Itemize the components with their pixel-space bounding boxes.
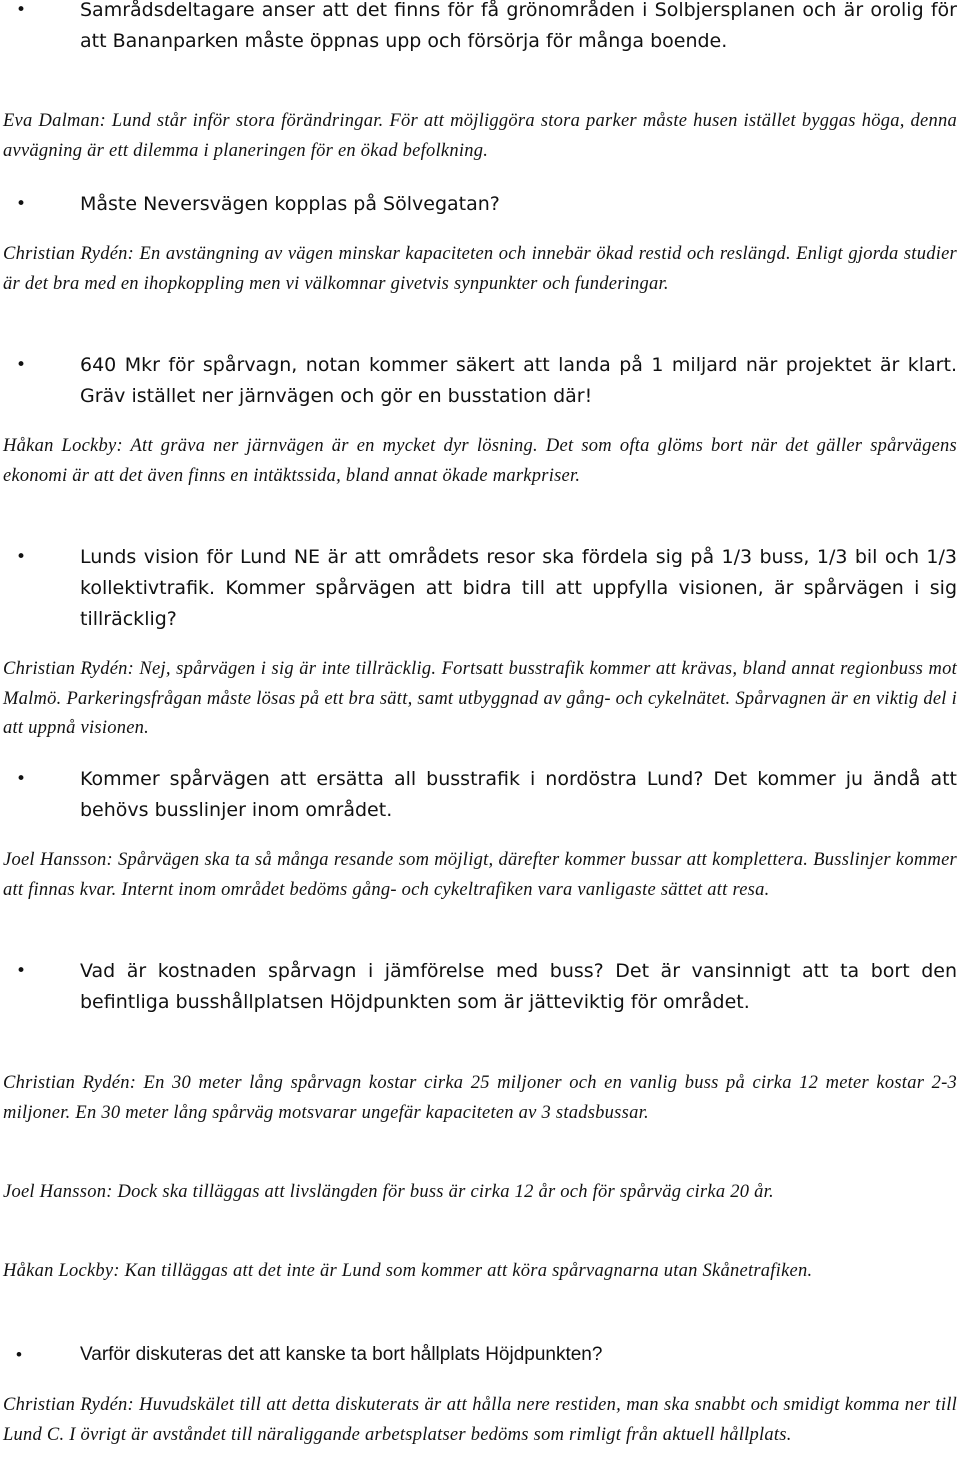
question-text: Varför diskuteras det att kanske ta bort hållplats Höjdpunkten? (80, 1344, 603, 1365)
bullet-item (3, 542, 957, 635)
answer-paragraph: Christian Rydén: En avstängning av vägen minskar kapaciteten och innebär ökad restid och reslängd. Enligt gjorda studier är det bra med en ihopkoppling men vi välkomnar givetvis synpunkter och funderingar. (3, 244, 957, 294)
answer-paragraph: Eva Dalman: Lund står inför stora förändringar. För att möjliggöra stora parker måste husen istället byggas höga, denna avvägning är ett dilemma i planeringen för en ökad befolkning. (3, 111, 957, 161)
answer-paragraph: Joel Hansson: Dock ska tilläggas att livslängden för buss är cirka 12 år och för spårväg cirka 20 år. (3, 1182, 774, 1202)
answer-paragraph: Christian Rydén: En 30 meter lång spårvagn kostar cirka 25 miljoner och en vanlig buss på cirka 12 meter kostar 2-3 miljoner. En 30 meter lång spårväg motsvarar ungefär kapaciteten av 3 stadsbussar. (3, 1073, 957, 1123)
question-text: Lunds vision för Lund NE är att områdets resor ska fördela sig på 1/3 buss, 1/3 bil och 1/3 kollektivtrafik. Kommer spårvägen att bidra till att uppfylla visionen, är spårvägen i sig tillräcklig? (80, 546, 957, 630)
question-text: Vad är kostnaden spårvagn i jämförelse med buss? Det är vansinnigt att ta bort den befintliga busshållplatsen Höjdpunkten som är jätteviktig för området. (80, 960, 957, 1013)
bullet-icon: • (16, 1345, 22, 1364)
bullet-item (3, 1339, 957, 1370)
bullet-icon: • (16, 547, 27, 567)
bullet-item (3, 189, 957, 220)
bullet-icon: • (16, 961, 27, 981)
bullet-item (3, 350, 957, 412)
answer-paragraph: Håkan Lockby: Kan tilläggas att det inte är Lund som kommer att köra spårvagnarna utan Skånetrafiken. (3, 1261, 813, 1281)
bullet-icon: • (16, 769, 27, 789)
bullet-icon: • (16, 355, 27, 375)
bullet-item (3, 0, 957, 57)
bullet-item (3, 956, 957, 1018)
question-text: 640 Mkr för spårvagn, notan kommer säkert att landa på 1 miljard när projektet är klart. Gräv istället ner järnvägen och gör en busstation där! (80, 354, 957, 407)
question-text: Samrådsdeltagare anser att det finns för få grönområden i Solbjersplanen och är orolig för att Bananparken måste öppnas upp och försörja för många boende. (80, 0, 957, 52)
answer-paragraph: Christian Rydén: Huvudskälet till att detta diskuterats är att hålla nere restiden, man ska snabbt och smidigt komma ner till Lund C. I övrigt är avståndet till näraliggande arbetsplatser bedöms som rimligt från aktuell hållplats. (3, 1395, 957, 1445)
answer-paragraph: Håkan Lockby: Att gräva ner järnvägen är en mycket dyr lösning. Det som ofta glöms bort när det gäller spårvägens ekonomi är att det även finns en intäktssida, bland annat ökade markpriser. (3, 436, 957, 486)
bullet-icon: • (16, 194, 27, 214)
bullet-icon: • (16, 0, 27, 20)
bullet-item (3, 764, 957, 826)
answer-paragraph: Christian Rydén: Nej, spårvägen i sig är inte tillräcklig. Fortsatt busstrafik kommer att krävas, bland annat regionbuss mot Malmö. Parkeringsfrågan måste lösas på ett bra sätt, samt utbyggnad av gång- och cykelnätet. Spårvagnen är en viktig del i att uppnå visionen. (3, 659, 957, 738)
answer-paragraph: Joel Hansson: Spårvägen ska ta så många resande som möjligt, därefter kommer bussar att komplettera. Busslinjer kommer att finnas kvar. Internt inom området bedöms gång- och cykeltrafiken vara vanligaste sättet att resa. (3, 850, 957, 900)
question-text: Kommer spårvägen att ersätta all busstrafik i nordöstra Lund? Det kommer ju ändå att behövs busslinjer inom området. (80, 768, 957, 821)
question-text: Måste Neversvägen kopplas på Sölvegatan? (80, 193, 500, 215)
